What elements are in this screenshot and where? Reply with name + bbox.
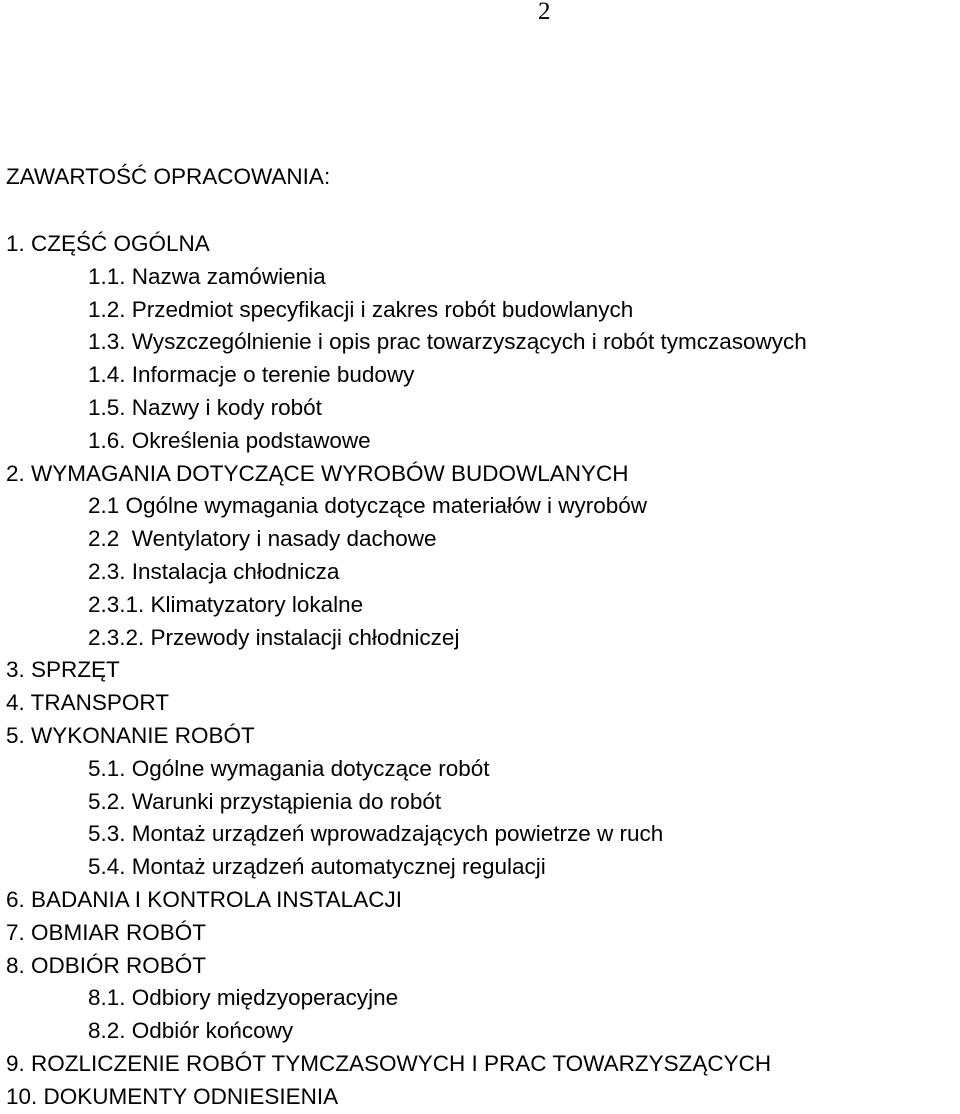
toc-subsection-item: 2.3.1. Klimatyzatory lokalne xyxy=(88,591,364,617)
toc-subsection-item: 5.1. Ogólne wymagania dotyczące robót xyxy=(88,755,490,781)
document-title: ZAWARTOŚĆ OPRACOWANIA: xyxy=(6,164,331,189)
page-number: 2 xyxy=(538,0,551,25)
toc-section-heading: 5. WYKONANIE ROBÓT xyxy=(6,722,255,748)
toc-subsection-item: 1.1. Nazwa zamówienia xyxy=(88,263,326,289)
toc-section-heading: 1. CZĘŚĆ OGÓLNA xyxy=(6,231,210,256)
toc-section-heading: 8. ODBIÓR ROBÓT xyxy=(6,952,207,978)
toc-subsection-item: 2.3.2. Przewody instalacji chłodniczej xyxy=(88,624,460,650)
toc-subsection-item: 8.1. Odbiory międzyoperacyjne xyxy=(88,985,399,1011)
toc-subsection-item: 2.1 Ogólne wymagania dotyczące materiałów i wyrobów xyxy=(88,493,648,519)
toc-subsection-item: 5.4. Montaż urządzeń automatycznej regulacji xyxy=(88,854,546,880)
toc-section-heading: 6. BADANIA I KONTROLA INSTALACJI xyxy=(6,886,402,912)
toc-subsection-item: 1.6. Określenia podstawowe xyxy=(88,427,371,453)
toc-section-heading: 9. ROZLICZENIE ROBÓT TYMCZASOWYCH I PRAC TOWARZYSZĄCYCH xyxy=(6,1050,772,1076)
toc-section-heading: 3. SPRZĘT xyxy=(6,657,120,683)
table-of-contents xyxy=(6,228,807,1114)
toc-section-heading: 7. OBMIAR ROBÓT xyxy=(6,919,207,945)
toc-subsection-item: 1.3. Wyszczególnienie i opis prac towarzyszących i robót tymczasowych xyxy=(88,329,807,355)
toc-subsection-item: 2.2 Wentylatory i nasady dachowe xyxy=(88,526,437,552)
toc-subsection-item: 1.5. Nazwy i kody robót xyxy=(88,394,322,420)
toc-section-heading: 10. DOKUMENTY ODNIESIENIA xyxy=(6,1083,339,1109)
toc-subsection-item: 5.3. Montaż urządzeń wprowadzających powietrze w ruch xyxy=(88,821,664,847)
toc-subsection-item: 5.2. Warunki przystąpienia do robót xyxy=(88,788,442,814)
toc-section-heading: 4. TRANSPORT xyxy=(6,690,169,716)
toc-subsection-item: 1.4. Informacje o terenie budowy xyxy=(88,362,415,388)
toc-section-heading: 2. WYMAGANIA DOTYCZĄCE WYROBÓW BUDOWLANYCH xyxy=(6,460,629,486)
toc-subsection-item: 8.2. Odbiór końcowy xyxy=(88,1018,294,1044)
toc-subsection-item: 1.2. Przedmiot specyfikacji i zakres robót budowlanych xyxy=(88,296,634,322)
toc-subsection-item: 2.3. Instalacja chłodnicza xyxy=(88,558,340,584)
